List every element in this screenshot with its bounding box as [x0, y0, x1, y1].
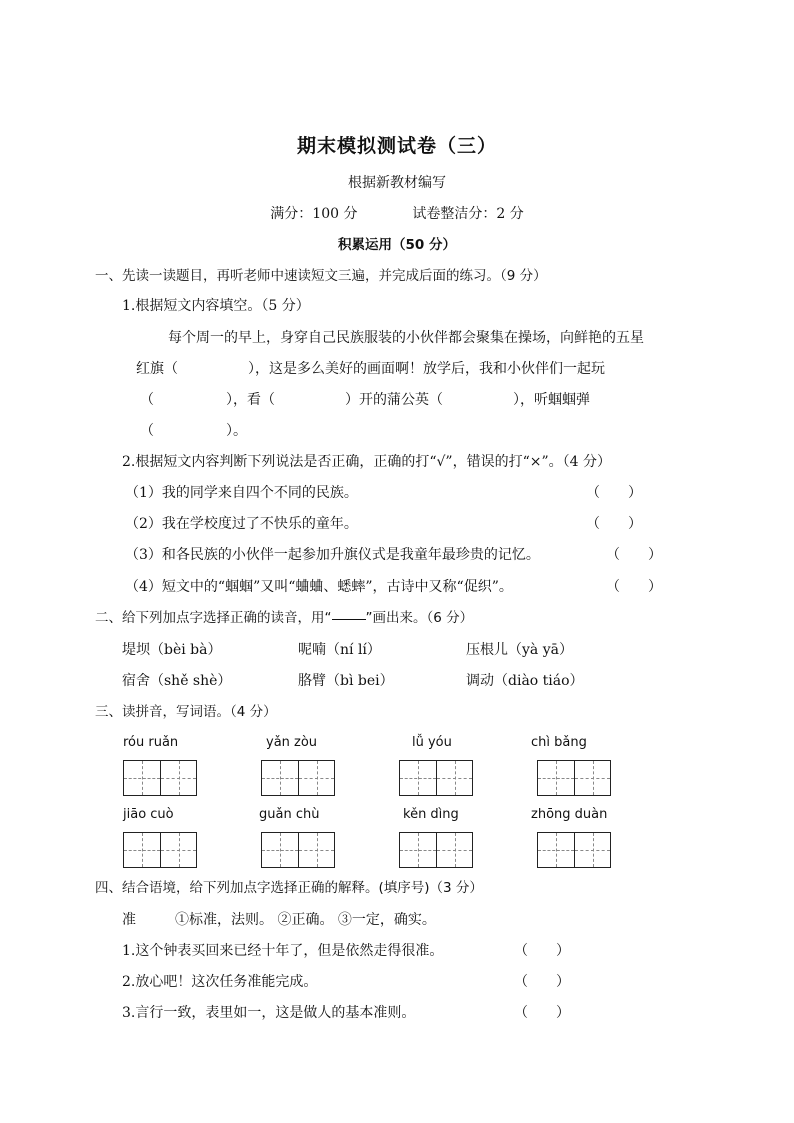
pinyin-3: lǚ yóu: [412, 735, 452, 750]
pron-4[interactable]: 宿舍（shě shè）: [122, 673, 232, 689]
writing-grid-4[interactable]: [537, 760, 611, 796]
pron-5[interactable]: 胳臂（bì bei）: [298, 673, 394, 689]
judge-item-1: （1）我的同学来自四个不同的民族。: [125, 485, 358, 501]
meaning-answer-1[interactable]: （ ）: [514, 943, 570, 959]
writing-grid-1[interactable]: [123, 760, 197, 796]
exam-title: 期末模拟测试卷（三）: [296, 135, 497, 157]
meaning-answer-2[interactable]: （ ）: [514, 974, 570, 990]
pron-6[interactable]: 调动（diào tiáo）: [466, 673, 584, 689]
pinyin-6: guǎn chù: [259, 807, 320, 822]
q1-passage-line4: （ ）。: [140, 423, 247, 439]
exam-subtitle: 根据新教材编写: [348, 175, 446, 191]
writing-grid-7[interactable]: [399, 832, 473, 868]
q4-word: 准: [122, 912, 136, 928]
neat-score: 试卷整洁分：2 分: [412, 206, 524, 222]
pinyin-4: chì bǎng: [531, 735, 587, 750]
q1-sub2: 2.根据短文内容判断下列说法是否正确，正确的打“√”，错误的打“×”。（4 分）: [122, 454, 611, 470]
pinyin-7: kěn dìng: [403, 807, 459, 822]
q1-sub1: 1.根据短文内容填空。（5 分）: [122, 298, 310, 314]
meaning-answer-3[interactable]: （ ）: [514, 1005, 570, 1021]
pinyin-8: zhōng duàn: [531, 807, 608, 822]
q1-heading: 一、先读一读题目，再听老师中速读短文三遍，并完成后面的练习。（9 分）: [95, 268, 547, 284]
judge-answer-2[interactable]: （ ）: [586, 516, 642, 532]
pinyin-1: róu ruǎn: [123, 735, 179, 750]
pinyin-2: yǎn zòu: [266, 735, 318, 750]
judge-item-2: （2）我在学校度过了不快乐的童年。: [125, 516, 358, 532]
writing-grid-2[interactable]: [261, 760, 335, 796]
pron-1[interactable]: 堤坝（bèi bà）: [122, 642, 222, 658]
q1-passage-line2: 红旗（ ），这是多么美好的画面啊！放学后，我和小伙伴们一起玩: [136, 361, 605, 377]
writing-grid-6[interactable]: [261, 832, 335, 868]
q4-options: ①标准，法则。 ②正确。 ③一定，确实。: [175, 912, 436, 928]
score-line: [0, 203, 794, 223]
meaning-item-2: 2.放心吧！这次任务准能完成。: [122, 974, 318, 990]
part-heading: 积累运用（50 分）: [338, 237, 456, 253]
judge-item-3: （3）和各民族的小伙伴一起参加升旗仪式是我童年最珍贵的记忆。: [125, 547, 540, 563]
pron-2[interactable]: 呢喃（ní lí）: [298, 642, 381, 658]
q4-heading: 四、结合语境，给下列加点字选择正确的解释。(填序号)（3 分）: [95, 880, 483, 896]
judge-answer-4[interactable]: （ ）: [606, 579, 662, 595]
meaning-item-3: 3.言行一致，表里如一，这是做人的基本准则。: [122, 1005, 416, 1021]
judge-answer-1[interactable]: （ ）: [586, 485, 642, 501]
q3-heading: 三、读拼音，写词语。（4 分）: [95, 704, 277, 720]
writing-grid-3[interactable]: [399, 760, 473, 796]
full-score: 满分：100 分: [270, 206, 358, 222]
underline-sample: [332, 619, 366, 620]
pron-3[interactable]: 压根儿（yà yā）: [466, 642, 573, 658]
judge-answer-3[interactable]: （ ）: [606, 547, 662, 563]
judge-item-4: （4）短文中的“蝈蝈”又叫“蛐蛐、蟋蟀”，古诗中又称“促织”。: [125, 579, 513, 595]
pinyin-5: jiāo cuò: [123, 807, 174, 822]
meaning-item-1: 1.这个钟表买回来已经十年了，但是依然走得很准。: [122, 943, 444, 959]
writing-grid-5[interactable]: [123, 832, 197, 868]
q1-passage-line1: 每个周一的早上，身穿自己民族服装的小伙伴都会聚集在操场，向鲜艳的五星: [168, 330, 644, 346]
writing-grid-8[interactable]: [537, 832, 611, 868]
q2-heading: 二、给下列加点字选择正确的读音，用“ ”画出来。（6 分）: [95, 610, 474, 626]
q1-passage-line3: （ ），看（ ）开的蒲公英（ ），听蝈蝈弹: [140, 392, 590, 408]
